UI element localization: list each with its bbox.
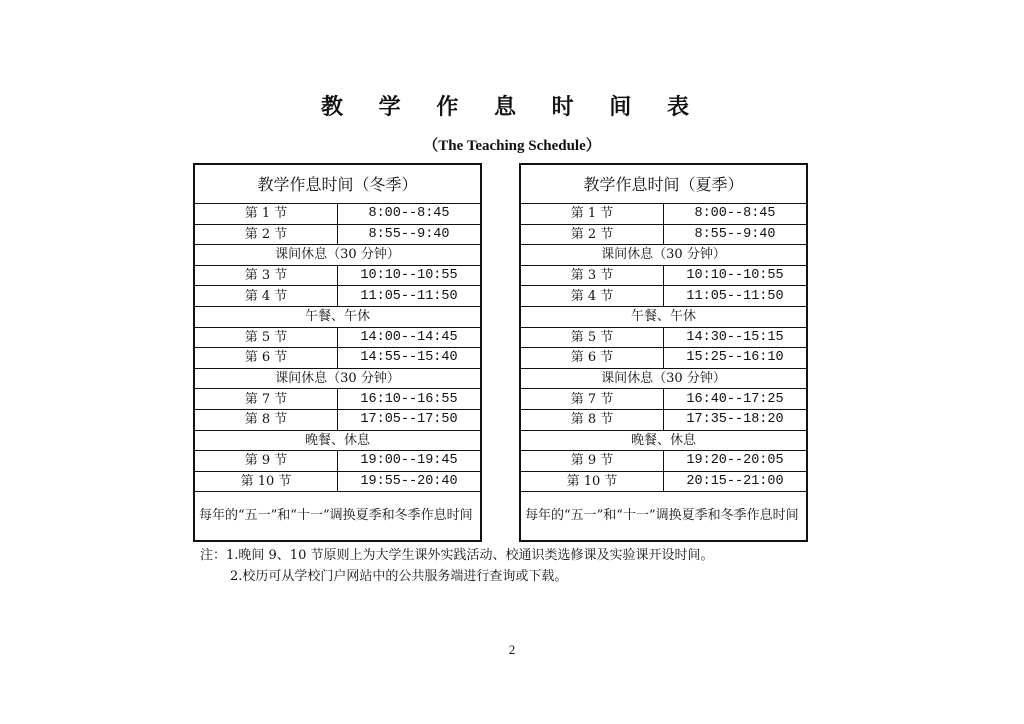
period-time: 14:30--15:15 <box>664 327 808 348</box>
period-label: 第 6 节 <box>194 348 338 369</box>
table-header: 教学作息时间（冬季） <box>194 164 481 204</box>
period-label: 第 3 节 <box>194 265 338 286</box>
period-row <box>194 451 481 472</box>
period-row <box>520 348 807 369</box>
period-time: 19:55--20:40 <box>338 471 482 492</box>
period-time: 10:10--10:55 <box>338 265 482 286</box>
break-row <box>194 368 481 389</box>
period-row <box>194 389 481 410</box>
period-row <box>520 327 807 348</box>
break-label: 晚餐、休息 <box>520 430 807 451</box>
period-row <box>194 224 481 245</box>
break-label: 课间休息（30 分钟） <box>194 368 481 389</box>
period-row <box>520 265 807 286</box>
period-row <box>194 409 481 430</box>
period-label: 第 1 节 <box>194 204 338 225</box>
page-subtitle: （The Teaching Schedule） <box>423 138 601 154</box>
period-time: 11:05--11:50 <box>338 286 482 307</box>
period-time: 8:55--9:40 <box>664 224 808 245</box>
period-label: 第 4 节 <box>194 286 338 307</box>
period-row <box>520 389 807 410</box>
break-row <box>194 245 481 266</box>
note-row <box>194 492 481 542</box>
break-label: 晚餐、休息 <box>194 430 481 451</box>
break-row <box>520 368 807 389</box>
period-label: 第 2 节 <box>194 224 338 245</box>
season-note: 每年的“五一”和“十一”调换夏季和冬季作息时间 <box>520 492 807 542</box>
winter-schedule-table <box>193 163 482 542</box>
notes <box>200 545 820 587</box>
period-row <box>194 327 481 348</box>
break-row <box>194 430 481 451</box>
period-row <box>520 471 807 492</box>
table-header-row <box>520 164 807 204</box>
period-label: 第 10 节 <box>194 471 338 492</box>
break-row <box>194 306 481 327</box>
break-row <box>520 245 807 266</box>
break-label: 课间休息（30 分钟） <box>520 368 807 389</box>
period-time: 19:20--20:05 <box>664 451 808 472</box>
break-label: 午餐、午休 <box>520 306 807 327</box>
period-row <box>520 409 807 430</box>
period-label: 第 9 节 <box>520 451 664 472</box>
season-note: 每年的“五一”和“十一”调换夏季和冬季作息时间 <box>194 492 481 542</box>
note-row <box>520 492 807 542</box>
period-time: 16:10--16:55 <box>338 389 482 410</box>
period-label: 第 1 节 <box>520 204 664 225</box>
period-time: 17:05--17:50 <box>338 409 482 430</box>
period-label: 第 5 节 <box>520 327 664 348</box>
period-label: 第 5 节 <box>194 327 338 348</box>
period-row <box>520 204 807 225</box>
period-time: 14:55--15:40 <box>338 348 482 369</box>
period-label: 第 8 节 <box>194 409 338 430</box>
period-label: 第 2 节 <box>520 224 664 245</box>
period-label: 第 8 节 <box>520 409 664 430</box>
period-row <box>520 224 807 245</box>
period-label: 第 10 节 <box>520 471 664 492</box>
period-time: 8:00--8:45 <box>664 204 808 225</box>
note-1: 注：1.晚间 9、10 节原则上为大学生课外实践活动、校通识类选修课及实验课开设时间。 <box>200 548 714 563</box>
period-row <box>194 265 481 286</box>
break-label: 午餐、午休 <box>194 306 481 327</box>
page-number: 2 <box>508 642 516 657</box>
period-time: 17:35--18:20 <box>664 409 808 430</box>
break-row <box>520 306 807 327</box>
period-label: 第 9 节 <box>194 451 338 472</box>
period-label: 第 7 节 <box>520 389 664 410</box>
note-2: 2.校历可从学校门户网站中的公共服务端进行查询或下载。 <box>230 569 568 584</box>
break-row <box>520 430 807 451</box>
period-row <box>520 451 807 472</box>
period-row <box>520 286 807 307</box>
period-time: 19:00--19:45 <box>338 451 482 472</box>
period-time: 14:00--14:45 <box>338 327 482 348</box>
break-label: 课间休息（30 分钟） <box>194 245 481 266</box>
period-time: 16:40--17:25 <box>664 389 808 410</box>
period-row <box>194 204 481 225</box>
period-label: 第 7 节 <box>194 389 338 410</box>
period-time: 8:00--8:45 <box>338 204 482 225</box>
period-time: 15:25--16:10 <box>664 348 808 369</box>
break-label: 课间休息（30 分钟） <box>520 245 807 266</box>
period-label: 第 6 节 <box>520 348 664 369</box>
period-row <box>194 471 481 492</box>
period-time: 11:05--11:50 <box>664 286 808 307</box>
period-label: 第 4 节 <box>520 286 664 307</box>
period-row <box>194 286 481 307</box>
period-time: 10:10--10:55 <box>664 265 808 286</box>
period-time: 20:15--21:00 <box>664 471 808 492</box>
period-time: 8:55--9:40 <box>338 224 482 245</box>
summer-schedule-table <box>519 163 808 542</box>
period-row <box>194 348 481 369</box>
table-header-row <box>194 164 481 204</box>
table-header: 教学作息时间（夏季） <box>520 164 807 204</box>
page-title: 教 学 作 息 时 间 表 <box>321 95 703 120</box>
period-label: 第 3 节 <box>520 265 664 286</box>
